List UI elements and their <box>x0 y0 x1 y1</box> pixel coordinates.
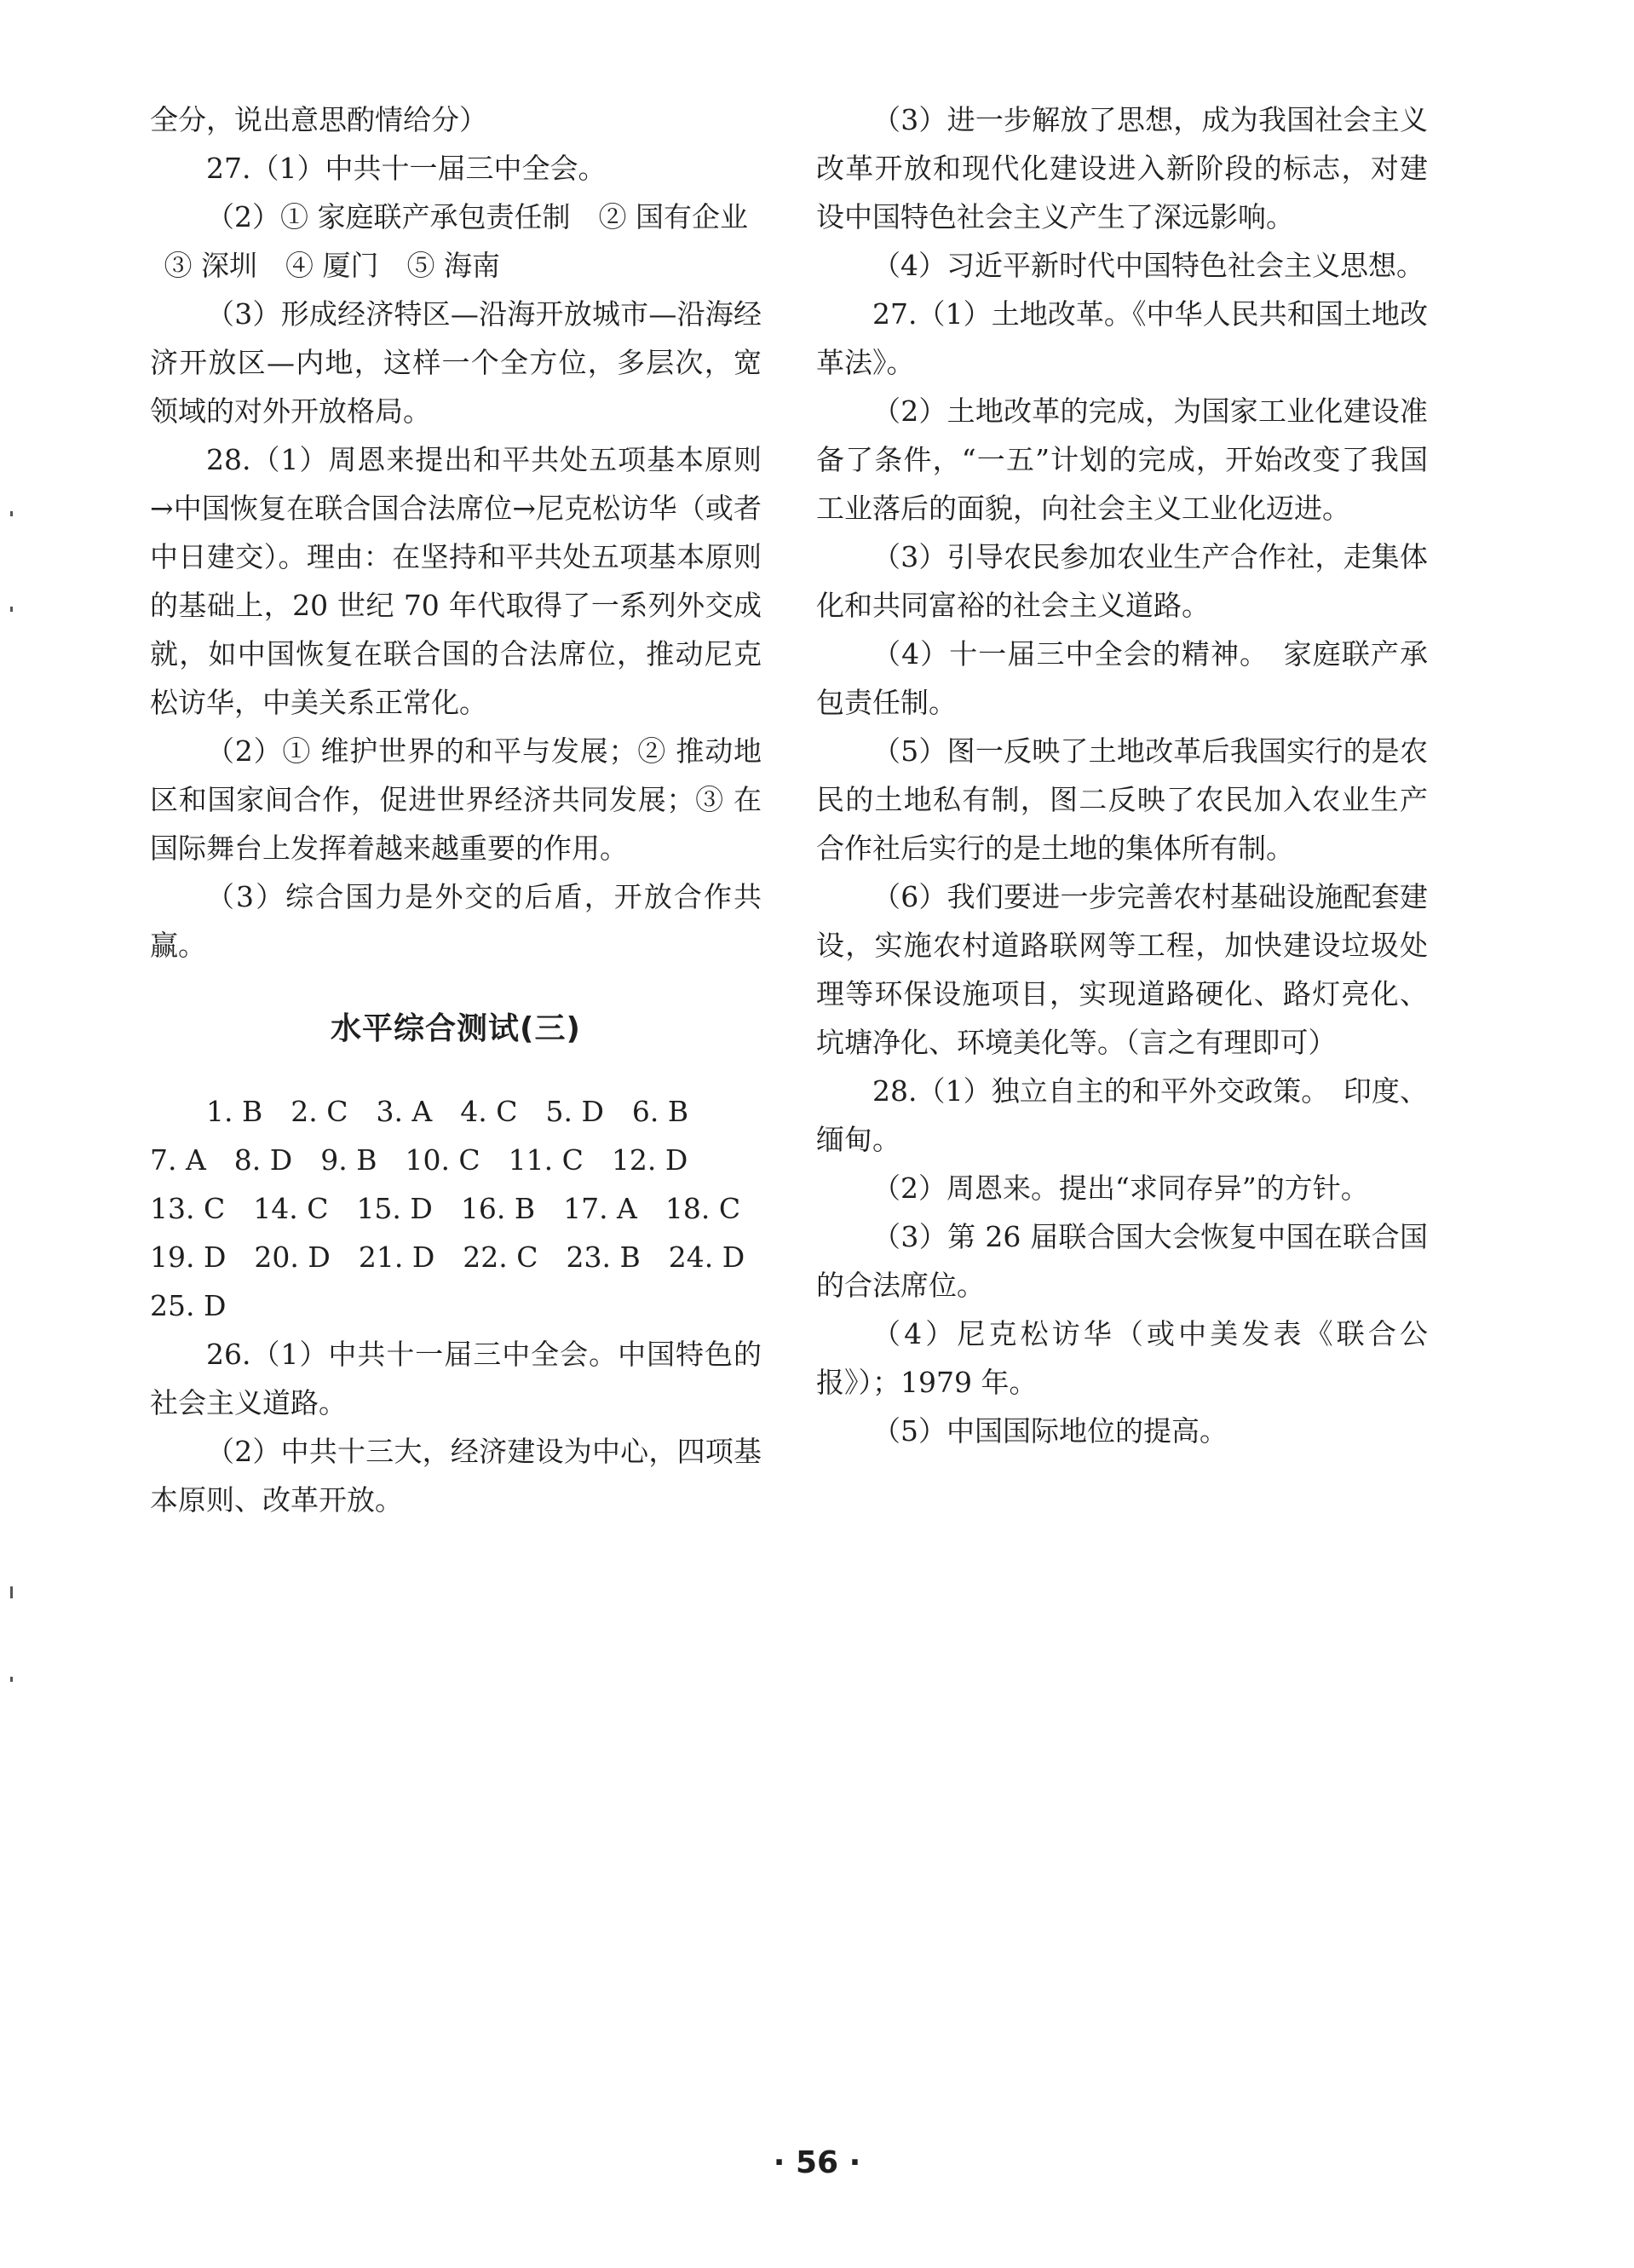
answer-paragraph: （4）十一届三中全会的精神。 家庭联产承包责任制。 <box>816 637 1428 719</box>
answer-paragraph: （3）综合国力是外交的后盾，开放合作共赢。 <box>150 880 762 962</box>
answer-paragraph: 27.（1）土地改革。《中华人民共和国土地改革法》。 <box>816 297 1428 379</box>
answer-paragraph: 全分，说出意思酌情给分） <box>150 103 487 136</box>
multiple-choice-answers <box>150 1087 762 1330</box>
answer-paragraph: （4）尼克松访华（或中美发表《联合公报》）；1979 年。 <box>816 1317 1428 1399</box>
answer-paragraph: （5）中国国际地位的提高。 <box>872 1414 1228 1448</box>
answer-paragraph: （6）我们要进一步完善农村基础设施配套建设，实施农村道路联网等工程，加快建设垃圾处理等环保设施项目，实现道路硬化、路灯亮化、坑塘净化、环境美化等。（言之有理即可） <box>816 880 1428 1059</box>
answer-paragraph: （3）第 26 届联合国大会恢复中国在联合国的合法席位。 <box>816 1220 1428 1302</box>
answer-paragraph: 27.（1）中共十一届三中全会。 <box>206 152 607 185</box>
right-column <box>816 95 1428 1455</box>
answer-paragraph: （2）① 维护世界的和平与发展；② 推动地区和国家间合作，促进世界经济共同发展；③ 在国际舞台上发挥着越来越重要的作用。 <box>150 734 762 865</box>
scan-mark <box>10 607 13 612</box>
left-column <box>150 95 762 1524</box>
answer-paragraph: 26.（1）中共十一届三中全会。中国特色的社会主义道路。 <box>150 1338 762 1419</box>
page-number: · 56 · <box>773 2145 861 2180</box>
answer-paragraph: （2）土地改革的完成，为国家工业化建设准备了条件，“一五”计划的完成，开始改变了我国工业落后的面貌，向社会主义工业化迈进。 <box>816 394 1428 525</box>
mc-row: 19. D 20. D 21. D 22. C 23. B 24. D <box>150 1240 745 1274</box>
answer-paragraph: （5）图一反映了土地改革后我国实行的是农民的土地私有制，图二反映了农民加入农业生产合作社后实行的是土地的集体所有制。 <box>816 734 1428 865</box>
answer-paragraph: ③ 深圳 ④ 厦门 ⑤ 海南 <box>164 249 500 282</box>
scan-mark <box>10 511 13 516</box>
mc-row: 7. A 8. D 9. B 10. C 11. C 12. D <box>150 1143 688 1177</box>
answer-paragraph: （2）周恩来。提出“求同存异”的方针。 <box>872 1171 1369 1205</box>
answer-paragraph: （3）引导农民参加农业生产合作社，走集体化和共同富裕的社会主义道路。 <box>816 540 1428 622</box>
scan-mark <box>10 1677 13 1682</box>
answer-paragraph: （3）进一步解放了思想，成为我国社会主义改革开放和现代化建设进入新阶段的标志，对建设中国特色社会主义产生了深远影响。 <box>816 103 1428 233</box>
answer-paragraph: 28.（1）独立自主的和平外交政策。 印度、缅甸。 <box>816 1074 1428 1156</box>
answer-paragraph: （3）形成经济特区—沿海开放城市—沿海经济开放区—内地，这样一个全方位，多层次，宽领域的对外开放格局。 <box>150 297 762 428</box>
mc-row: 1. B 2. C 3. A 4. C 5. D 6. B <box>206 1095 689 1128</box>
answer-paragraph: （2）中共十三大，经济建设为中心，四项基本原则、改革开放。 <box>150 1435 762 1517</box>
section-title: 水平综合测试(三) <box>331 1011 581 1046</box>
mc-row: 25. D <box>150 1289 227 1322</box>
scan-mark <box>10 1586 13 1598</box>
answer-paragraph: （4）习近平新时代中国特色社会主义思想。 <box>872 249 1424 282</box>
mc-row: 13. C 14. C 15. D 16. B 17. A 18. C <box>150 1192 741 1225</box>
answer-paragraph: 28.（1）周恩来提出和平共处五项基本原则→中国恢复在联合国合法席位→尼克松访华（或者中日建交）。理由：在坚持和平共处五项基本原则的基础上，20 世纪 70 年代取得了一系列外交成就，如中国恢复在联合国的合法席位，推动尼克松访华，中美关系正常化。 <box>150 443 762 719</box>
answer-paragraph: （2）① 家庭联产承包责任制 ② 国有企业 <box>206 200 748 233</box>
